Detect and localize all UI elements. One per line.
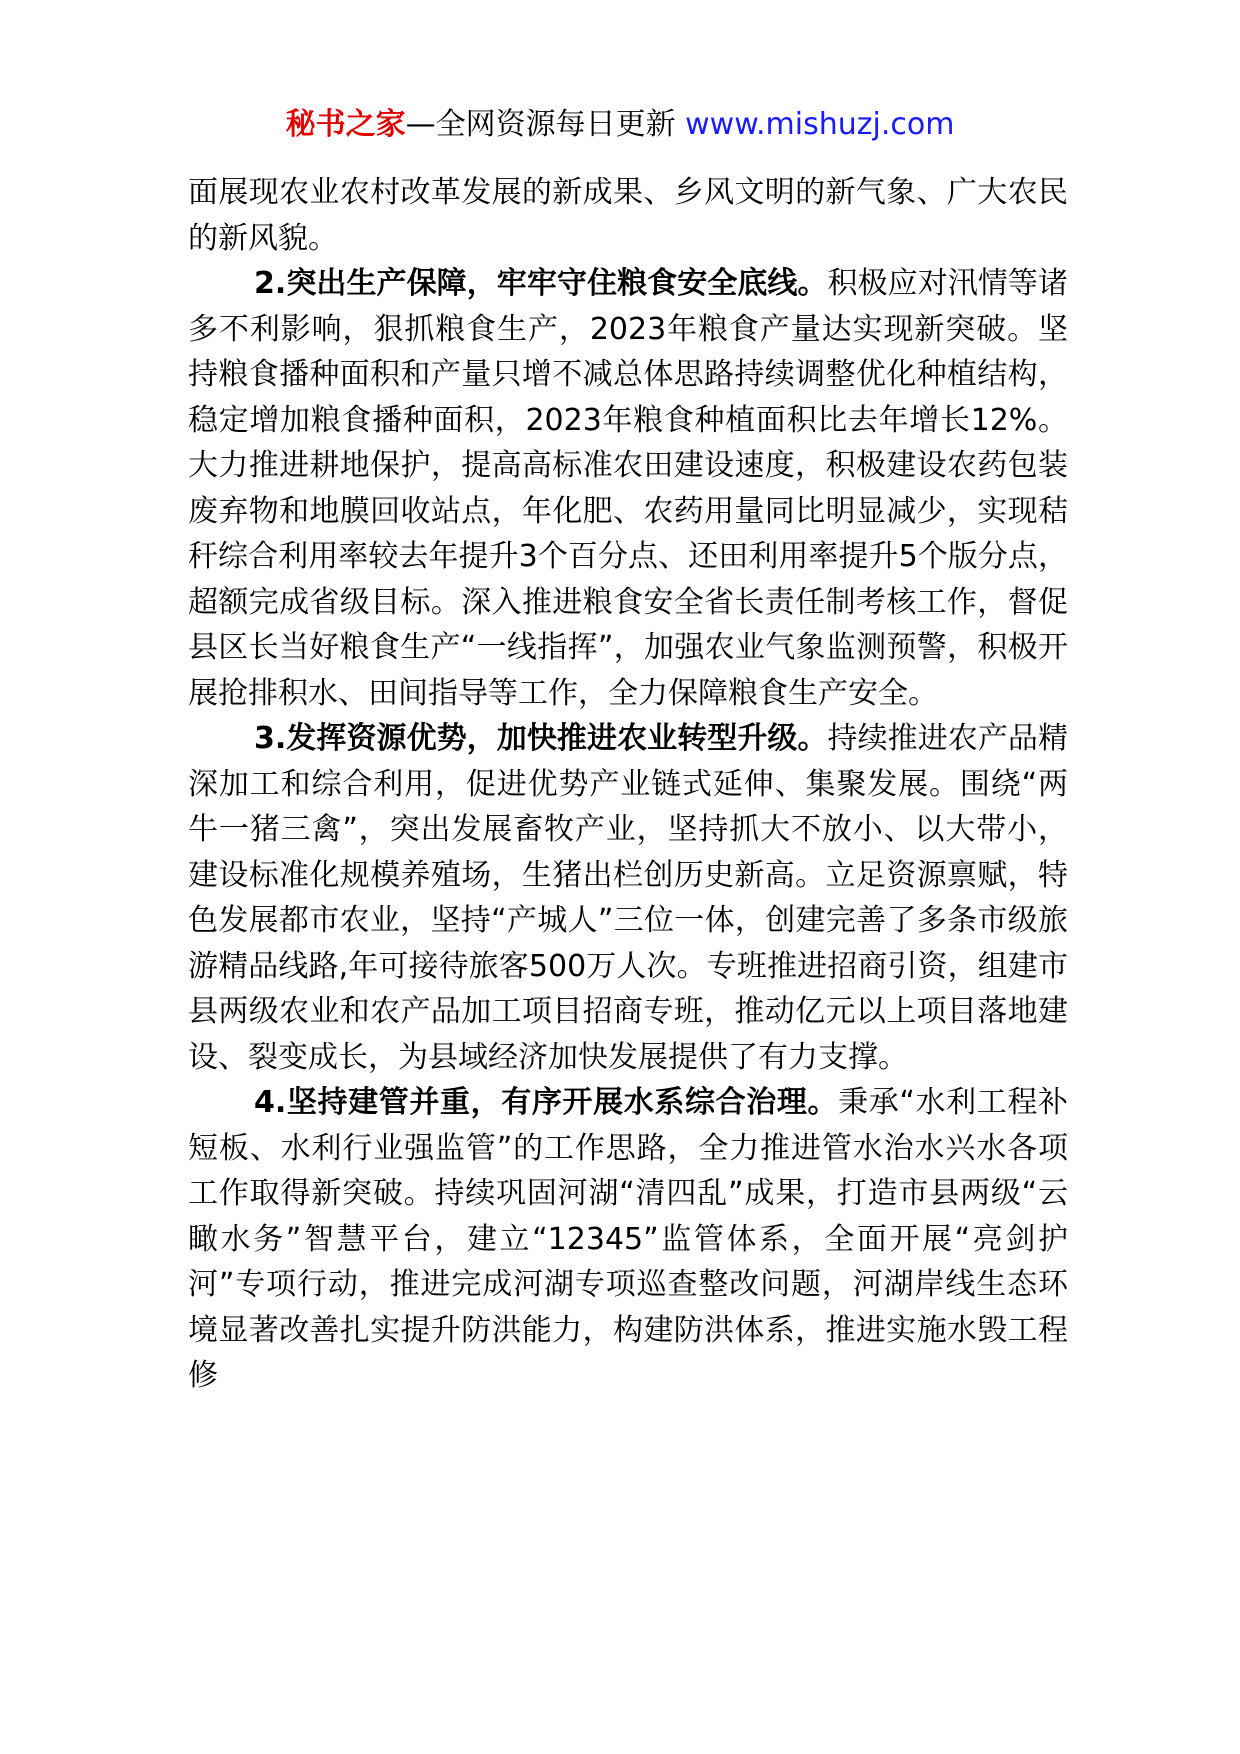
header-url[interactable]: www.mishuzj.com xyxy=(685,107,955,142)
paragraph-text: 面展现农业农村改革发展的新成果、乡风文明的新气象、广大农民的新风貌。 xyxy=(188,175,1068,256)
paragraph-heading: 2.突出生产保障，牢牢守住粮食安全底线。 xyxy=(254,266,828,301)
page-header xyxy=(0,100,1240,150)
brand-name: 秘书之家 xyxy=(285,107,406,142)
header-tagline: —全网资源每日更新 xyxy=(405,107,676,142)
paragraph-text: 持续推进农产品精深加工和综合利用，促进优势产业链式延伸、集聚发展。围绕“两牛一猪三禽”，突出发展畜牧产业，坚持抓大不放小、以大带小，建设标准化规模养殖场，生猪出栏创历史新高。立足资源禀赋，特色发展都市农业，坚持“产城人”三位一体，创建完善了多条市级旅游精品线路,年可接待旅客500万人次。专班推进招商引资，组建市县两级农业和农产品加工项目招商专班，推动亿元以上项目落地建设、裂变成长，为县域经济加快发展提供了有力支撑。 xyxy=(188,721,1068,1075)
paragraph-continuation xyxy=(188,170,1068,261)
document-body xyxy=(188,170,1068,1399)
paragraph-heading: 3.发挥资源优势，加快推进农业转型升级。 xyxy=(254,721,828,756)
paragraph-heading: 4.坚持建管并重，有序开展水系综合治理。 xyxy=(254,1085,839,1120)
paragraph-text: 秉承“水利工程补短板、水利行业强监管”的工作思路，全力推进管水治水兴水各项工作取得新突破。持续巩固河湖“清四乱”成果，打造市县两级“云瞰水务”智慧平台，建立“12345”监管体系，全面开展“亮剑护河”专项行动，推进完成河湖专项巡查整改问题，河湖岸线生态环境显著改善扎实提升防洪能力，构建防洪体系，推进实施水毁工程修 xyxy=(188,1085,1068,1393)
paragraph-text: 积极应对汛情等诸多不利影响，狠抓粮食生产，2023年粮食产量达实现新突破。坚持粮食播种面积和产量只增不减总体思路持续调整优化种植结构，稳定增加粮食播种面积，2023年粮食种植面积比去年增长12%。大力推进耕地保护，提高高标准农田建设速度，积极建设农药包装废弃物和地膜回收站点，年化肥、农药用量同比明显减少，实现秸秆综合利用率较去年提升3个百分点、还田利用率提升5个版分点，超额完成省级目标。深入推进粮食安全省长责任制考核工作，督促县区长当好粮食生产“一线指挥”，加强农业气象监测预警，积极开展抢排积水、田间指导等工作，全力保障粮食生产安全。 xyxy=(188,266,1068,711)
paragraph-3 xyxy=(188,716,1068,1080)
paragraph-2 xyxy=(188,261,1068,716)
paragraph-4 xyxy=(188,1080,1068,1399)
